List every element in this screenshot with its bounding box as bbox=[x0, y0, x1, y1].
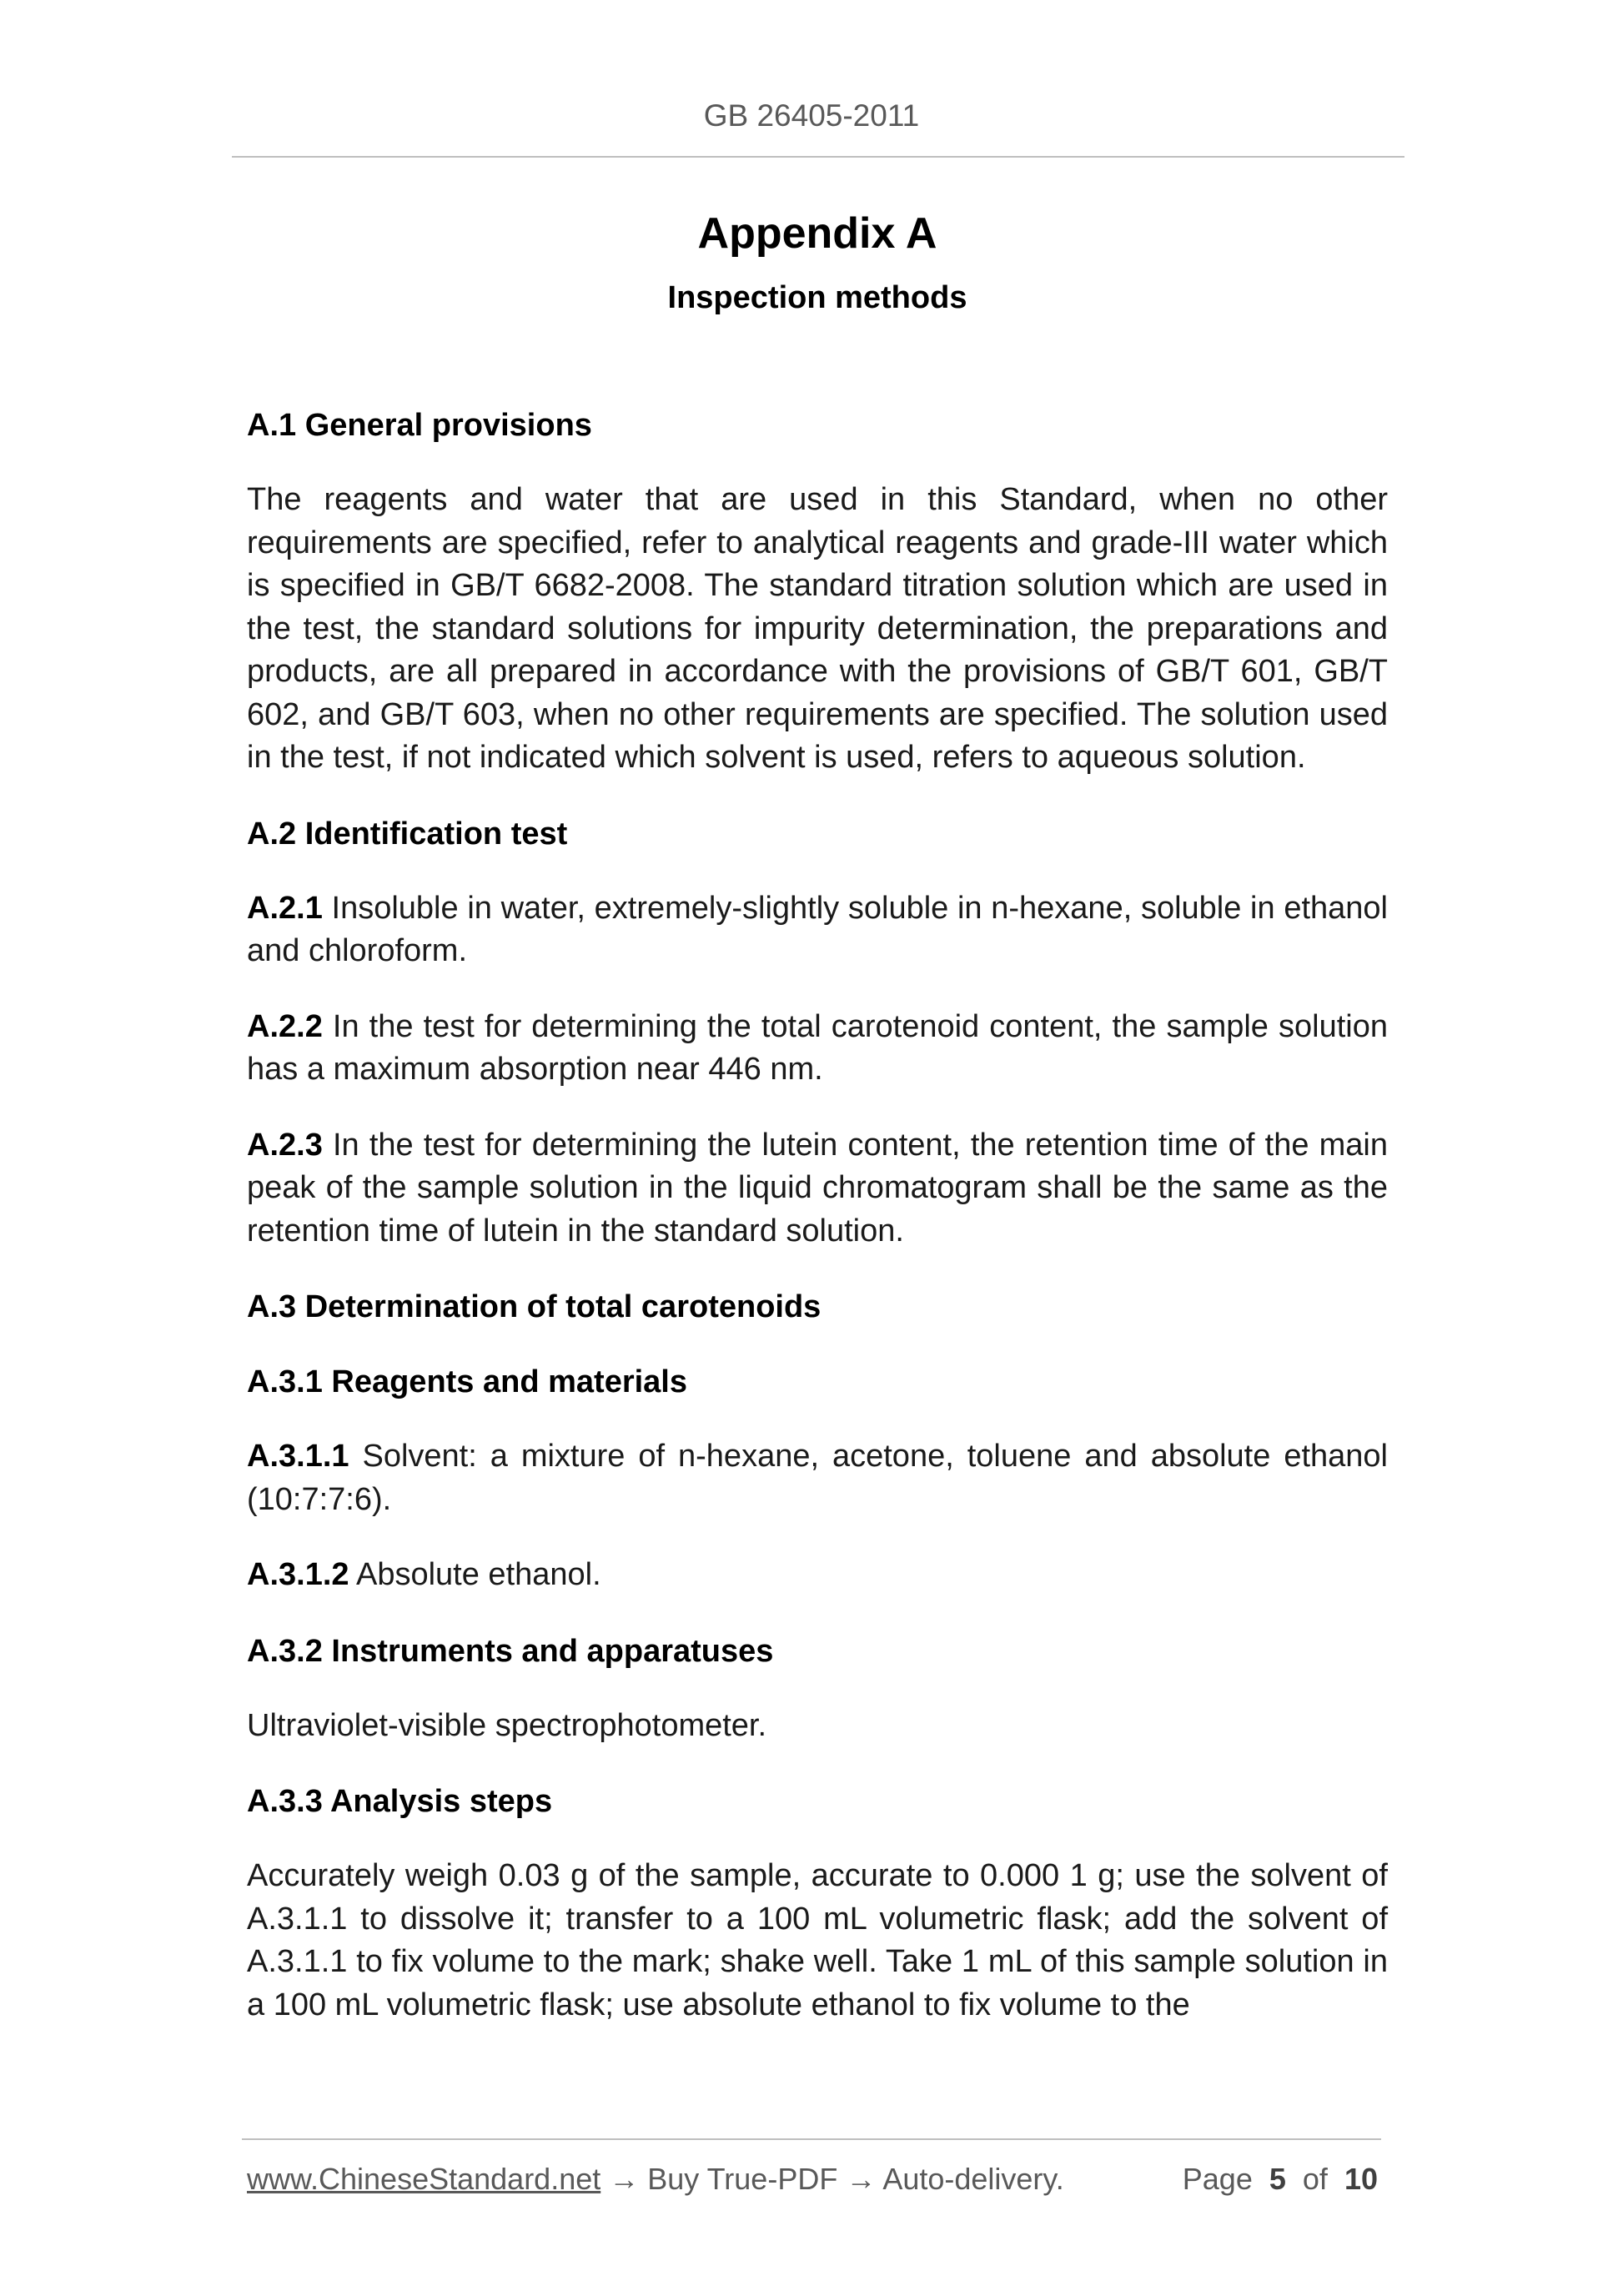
subsection-heading-a3-2: A.3.2 Instruments and apparatuses bbox=[247, 1633, 774, 1669]
website-link[interactable]: www.ChineseStandard.net bbox=[247, 2162, 601, 2196]
footer-divider bbox=[242, 2138, 1381, 2140]
clause-text: Insoluble in water, extremely-slightly soluble in n-hexane, soluble in ethanol and chloroform. bbox=[247, 890, 1388, 968]
clause-text: Absolute ethanol. bbox=[349, 1557, 601, 1592]
footer-left bbox=[247, 2162, 1064, 2197]
clause-a2-2 bbox=[247, 1006, 1388, 1092]
clause-a3-1-1 bbox=[247, 1435, 1388, 1521]
subsection-heading-a3-1: A.3.1 Reagents and materials bbox=[247, 1364, 687, 1399]
page-of-label: of bbox=[1302, 2162, 1328, 2196]
page-current: 5 bbox=[1269, 2162, 1286, 2196]
subsection-heading-a3-3: A.3.3 Analysis steps bbox=[247, 1784, 553, 1819]
clause-number: A.2.2 bbox=[247, 1008, 323, 1044]
section-heading-a1: A.1 General provisions bbox=[247, 408, 592, 443]
clause-a2-1 bbox=[247, 887, 1388, 973]
footer-tagline: → Buy True-PDF → Auto-delivery. bbox=[600, 2162, 1064, 2196]
clause-a3-1-2 bbox=[247, 1554, 1388, 1597]
clause-text: In the test for determining the total carotenoid content, the sample solution has a maximum absorption near 446 nm. bbox=[247, 1008, 1388, 1087]
section-heading-a3: A.3 Determination of total carotenoids bbox=[247, 1289, 822, 1324]
page-total: 10 bbox=[1344, 2162, 1378, 2196]
section-heading-a2: A.2 Identification test bbox=[247, 816, 568, 852]
clause-number: A.3.1.2 bbox=[247, 1557, 349, 1592]
header-divider bbox=[232, 156, 1404, 158]
clause-number: A.2.3 bbox=[247, 1127, 323, 1163]
paragraph-a3-3-analysis-steps: Accurately weigh 0.03 g of the sample, accurate to 0.000 1 g; use the solvent of A.3.1.1 to dissolve it; transfer to a 100 mL volumetric flask; add the solvent of A.3.1.1 to fix volume to the mark; shake well. Take 1 mL of this sample solution in a 100 mL volumetric flask; use absolute ethanol to fix volume to the bbox=[247, 1858, 1388, 2022]
document-body bbox=[247, 404, 1388, 2059]
appendix-subtitle: Inspection methods bbox=[667, 280, 967, 315]
paragraph-a1-general-provisions: The reagents and water that are used in this Standard, when no other requirements are specified, refer to analytical reagents and grade-III water which is specified in GB/T 6682-2008. The standard titration solution which are used in the test, the standard solutions for impurity determination, the preparations and products, are all prepared in accordance with the provisions of GB/T 601, GB/T 602, and GB/T 603, when no other requirements are specified. The solution used in the test, if not indicated which solvent is used, refers to aqueous solution. bbox=[247, 482, 1388, 775]
page-number bbox=[1183, 2162, 1378, 2197]
clause-a2-3 bbox=[247, 1124, 1388, 1254]
clause-number: A.3.1.1 bbox=[247, 1439, 349, 1474]
page-label: Page bbox=[1182, 2162, 1253, 2196]
clause-text: In the test for determining the lutein content, the retention time of the main peak of the sample solution in the liquid chromatogram shall be the same as the retention time of lutein in the standard solution. bbox=[247, 1127, 1388, 1248]
document-code-header: GB 26405-2011 bbox=[703, 98, 920, 133]
clause-number: A.2.1 bbox=[247, 890, 323, 926]
paragraph-a3-2-instruments: Ultraviolet-visible spectrophotometer. bbox=[247, 1707, 767, 1743]
appendix-title: Appendix A bbox=[697, 209, 937, 258]
clause-text: Solvent: a mixture of n-hexane, acetone, toluene and absolute ethanol (10:7:7:6). bbox=[247, 1439, 1388, 1517]
